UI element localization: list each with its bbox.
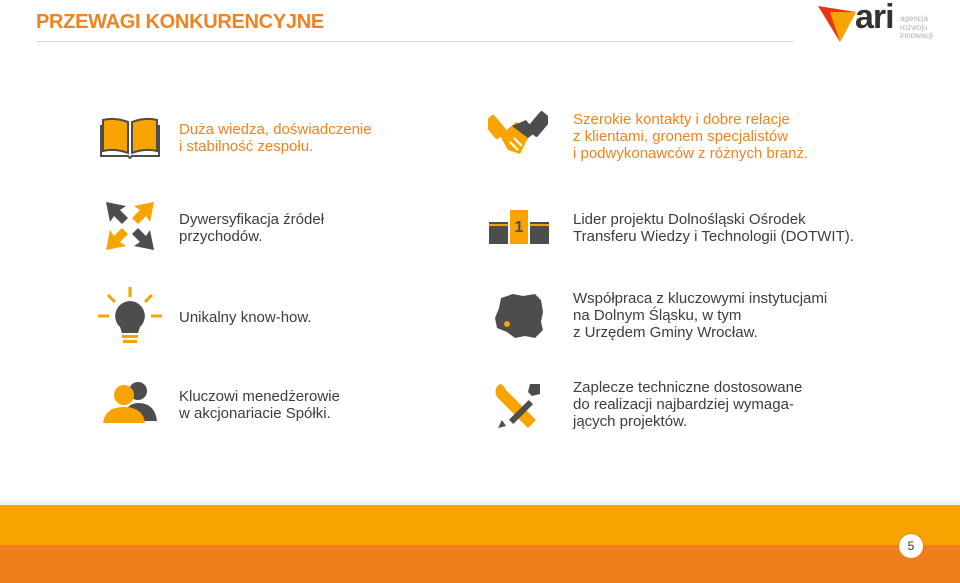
item-text-5: Unikalny know-how.: [179, 309, 312, 326]
podium-icon: [489, 210, 549, 244]
tools-icon: [492, 380, 544, 432]
page-title: PRZEWAGI KONKURENCYJNE: [36, 11, 324, 33]
page-number: 5: [898, 533, 924, 559]
lightbulb-icon: [98, 285, 162, 347]
logo-name: ari: [855, 0, 894, 36]
title-divider: [36, 41, 794, 42]
footer-band-light: [0, 505, 960, 545]
handshake-icon: [488, 108, 548, 166]
ari-logo: [818, 0, 948, 44]
people-icon: [103, 381, 159, 423]
item-text-2: Szerokie kontakty i dobre relacje z klientami, gronem specjalistów i podwykonawców z różnych branż.: [573, 111, 809, 162]
item-text-3: Dywersyfikacja źródeł przychodów.: [179, 211, 325, 245]
logo-tagline: agencja rozwoju innowacji: [900, 14, 933, 40]
item-text-6: Współpraca z kluczowymi instytucjami na Dolnym Śląsku, w tym z Urzędem Gminy Wrocław.: [573, 290, 828, 341]
arrows-converge-icon: [104, 200, 156, 252]
item-text-4: Lider projektu Dolnośląski Ośrodek Transferu Wiedzy i Technologii (DOTWIT).: [573, 211, 854, 245]
item-text-8: Zaplecze techniczne dostosowane do realizacji najbardziej wymaga- jących projektów.: [573, 379, 803, 430]
item-text-7: Kluczowi menedżerowie w akcjonariacie Spółki.: [179, 388, 340, 422]
book-icon: [100, 117, 160, 159]
item-text-1: Duża wiedza, doświadczenie i stabilność zespołu.: [179, 121, 372, 155]
poland-map-icon: [493, 292, 545, 340]
logo-mark-icon: [818, 4, 858, 44]
podium-number: 1: [514, 219, 524, 236]
footer-band-dark: [0, 545, 960, 583]
